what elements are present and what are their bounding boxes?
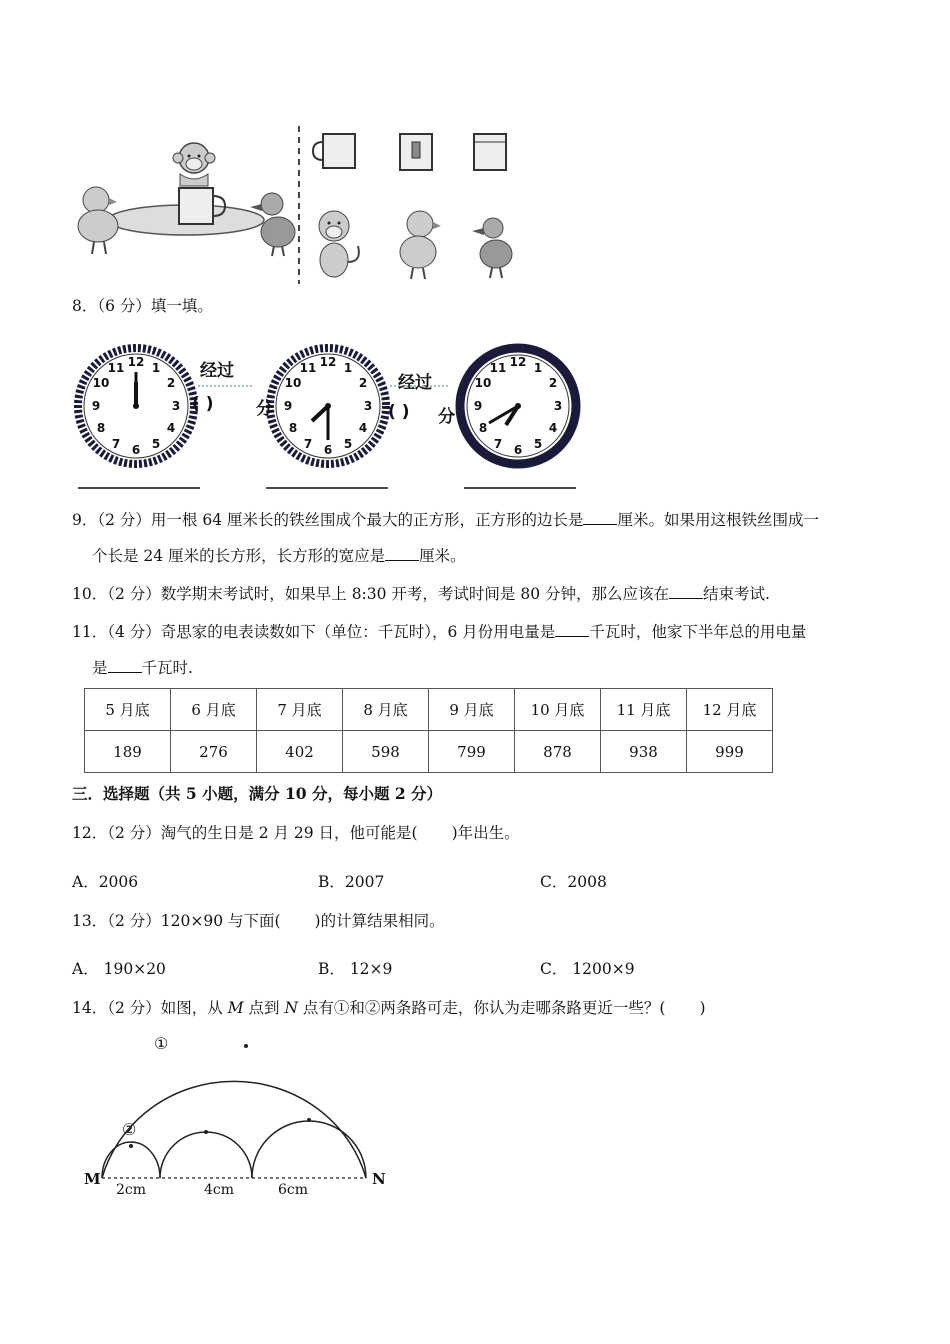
path-2-label: ②	[122, 1120, 137, 1139]
q13	[72, 910, 445, 932]
cup-no-handle-icon	[474, 134, 506, 170]
meter-header: 10 月底	[515, 689, 601, 731]
q9-text-a: 9．（2 分）用一根 64 厘米长的铁丝围成个最大的正方形，正方形的边长是	[72, 511, 584, 529]
clock-1-label-top: 经过	[200, 361, 234, 381]
q11-blank-2[interactable]	[108, 658, 142, 673]
q14-text-a: 14．（2 分）如图，从	[72, 999, 228, 1017]
q14-figure	[80, 1036, 400, 1206]
meter-table	[84, 688, 773, 773]
q11-blank-1[interactable]	[555, 622, 589, 637]
chick-left-icon	[78, 187, 118, 254]
q10-blank[interactable]	[669, 584, 703, 599]
q11-text-d: 千瓦时.	[141, 659, 193, 677]
q14-point-n: N	[284, 999, 298, 1017]
q13-option-a[interactable]: A． 190×20	[72, 960, 166, 978]
meter-header: 11 月底	[601, 689, 687, 731]
clock-1-label-unit: 分	[256, 399, 273, 419]
q11-line2	[92, 657, 193, 679]
monkey-behind-icon	[173, 143, 215, 186]
q14-text-b: 点到	[243, 999, 285, 1017]
clock-3	[460, 348, 576, 464]
q11-text-b: 千瓦时，他家下半年总的用电量	[589, 623, 807, 641]
meter-header-row	[85, 689, 773, 731]
q12-option-a[interactable]: A．2006	[72, 873, 139, 891]
clock-2-label-unit: 分	[438, 407, 455, 427]
cup-handle-front-icon	[400, 134, 432, 170]
meter-header: 9 月底	[429, 689, 515, 731]
cup-handle-left-icon	[313, 134, 355, 168]
clock-2-label-paren: ( )	[388, 402, 410, 422]
q9-text-b: 厘米。如果用这根铁丝围成一	[617, 511, 819, 529]
q10	[72, 583, 770, 605]
q11-line1	[72, 621, 806, 643]
q9-line2	[92, 545, 466, 567]
path-2-arc-2	[160, 1132, 252, 1178]
q14-point-m: M	[227, 999, 244, 1017]
q8-clocks-figure	[70, 338, 590, 498]
q9-text-d: 厘米。	[419, 547, 466, 565]
clock-1	[78, 348, 194, 464]
meter-value: 799	[429, 731, 515, 773]
q12-option-b[interactable]: B．2007	[318, 873, 385, 891]
q10-text-a: 10．（2 分）数学期末考试时，如果早上 8:30 开考，考试时间是 80 分钟，那么应该在	[72, 585, 670, 603]
meter-value: 402	[257, 731, 343, 773]
clock-1-label-paren: ( )	[192, 394, 214, 414]
q9-blank-1[interactable]	[583, 510, 617, 525]
clock-2	[270, 348, 386, 464]
q14-text-d: )	[699, 999, 706, 1017]
q9-blank-2[interactable]	[385, 546, 419, 561]
path-2-arc-3	[252, 1121, 366, 1178]
chick-icon	[400, 211, 441, 279]
segment-label-1: 2cm	[116, 1182, 147, 1198]
meter-value: 938	[601, 731, 687, 773]
meter-value: 276	[171, 731, 257, 773]
q11-text-c: 是	[92, 659, 108, 677]
q13-text-a: 13．（2 分）120×90 与下面(	[72, 912, 281, 930]
q7-figure	[68, 122, 528, 292]
meter-header: 6 月底	[171, 689, 257, 731]
q12-text-a: 12．（2 分）淘气的生日是 2 月 29 日，他可能是(	[72, 824, 418, 842]
path-1-label: ①	[154, 1034, 169, 1053]
q7-figure-svg	[68, 122, 528, 292]
q14	[72, 997, 706, 1019]
q9-line1	[72, 509, 819, 531]
path-1-arc	[102, 1081, 366, 1178]
segment-label-2: 4cm	[204, 1182, 235, 1198]
meter-header: 8 月底	[343, 689, 429, 731]
q11-text-a: 11．（4 分）奇思家的电表读数如下（单位：千瓦时），6 月份用电量是	[72, 623, 556, 641]
meter-header: 5 月底	[85, 689, 171, 731]
meter-value: 189	[85, 731, 171, 773]
meter-header: 12 月底	[687, 689, 773, 731]
duck-icon	[472, 218, 512, 278]
q12-option-c[interactable]: C．2008	[540, 873, 607, 891]
section-3-heading: 三．选择题（共 5 小题，满分 10 分，每小题 2 分）	[72, 784, 443, 803]
meter-header: 7 月底	[257, 689, 343, 731]
monkey-icon	[319, 211, 359, 277]
clock-2-label-top: 经过	[398, 373, 432, 393]
q13-text-b: )的计算结果相同。	[314, 912, 445, 930]
q14-text-c: 点有①和②两条路可走，你认为走哪条路更近一些？(	[298, 999, 666, 1017]
meter-value: 999	[687, 731, 773, 773]
meter-value-row	[85, 731, 773, 773]
q8-clocks-svg: 3	[70, 338, 590, 498]
q13-option-c[interactable]: C． 1200×9	[540, 960, 635, 978]
q9-text-c: 个长是 24 厘米的长方形，长方形的宽应是	[92, 547, 386, 565]
q13-option-b[interactable]: B． 12×9	[318, 960, 393, 978]
meter-value: 598	[343, 731, 429, 773]
q12	[72, 822, 520, 844]
q8-text: 8．（6 分）填一填。	[72, 297, 213, 315]
meter-value: 878	[515, 731, 601, 773]
q10-text-b: 结束考试.	[703, 585, 770, 603]
point-n-label: N	[372, 1170, 386, 1188]
q12-text-b: )年出生。	[451, 824, 520, 842]
segment-label-3: 6cm	[278, 1182, 309, 1198]
point-m-label: M	[84, 1170, 101, 1188]
